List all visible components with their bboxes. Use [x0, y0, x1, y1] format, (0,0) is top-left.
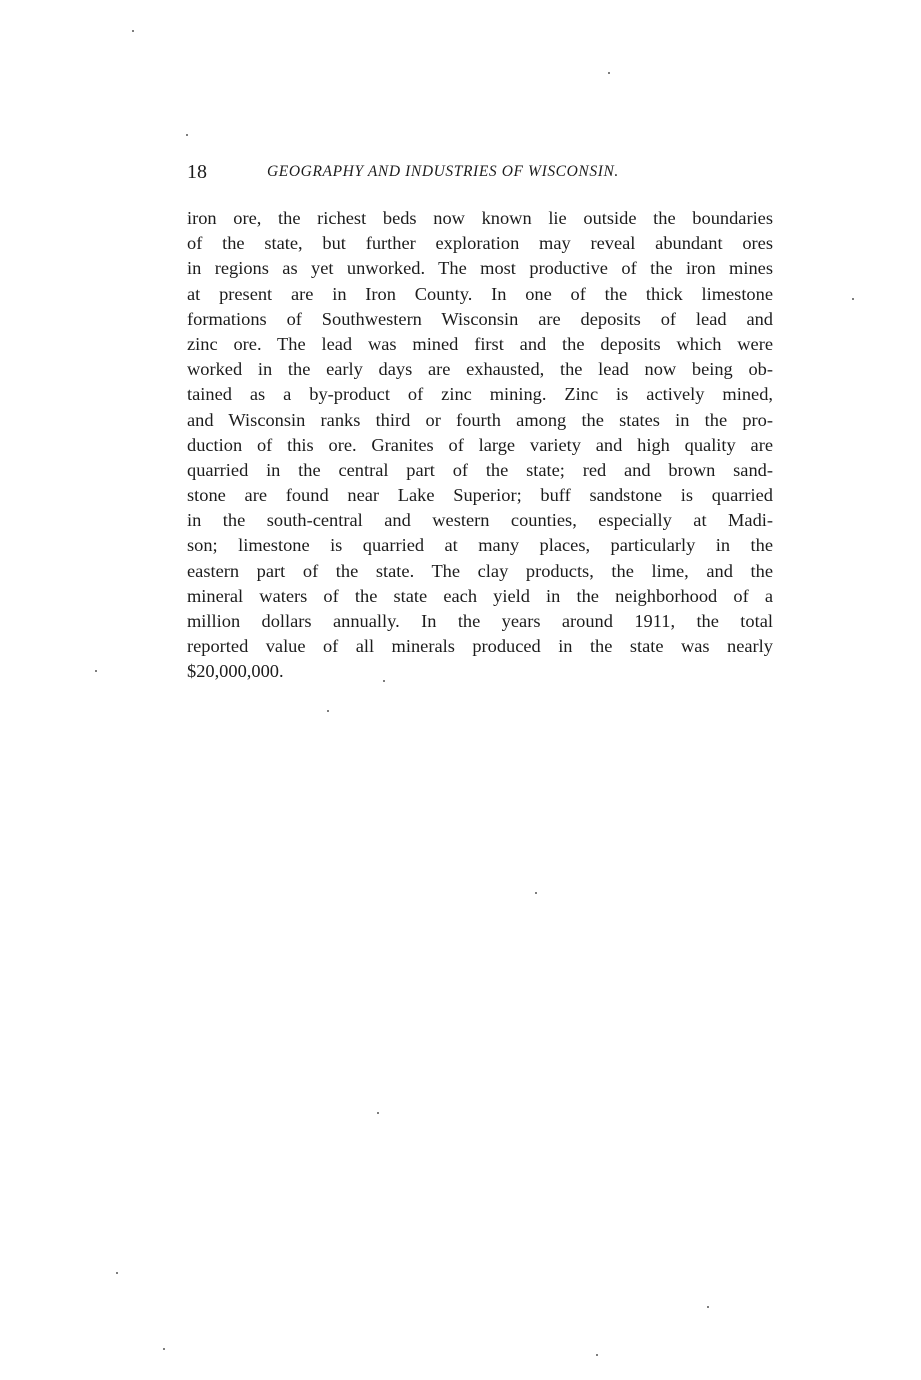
text-line: formations of Southwestern Wisconsin are deposits of lead and	[187, 308, 773, 329]
text-line-last: $20,000,000.	[187, 661, 284, 682]
text-line: zinc ore. The lead was mined first and the deposits which were	[187, 333, 773, 354]
text-line: worked in the early days are exhausted, the lead now being ob-	[187, 359, 773, 380]
text-line: iron ore, the richest beds now known lie outside the boundaries	[187, 208, 773, 228]
text-line: quarried in the central part of the state; red and brown sand-	[187, 459, 773, 480]
text-line: mineral waters of the state each yield in the neighborhood of a	[187, 585, 773, 606]
running-head	[187, 158, 699, 186]
scan-speck	[852, 298, 854, 300]
text-line: eastern part of the state. The clay products, the lime, and the	[187, 560, 773, 581]
text-line: million dollars annually. In the years around 1911, the total	[187, 611, 773, 631]
text-line: stone are found near Lake Superior; buff sandstone is quarried	[187, 485, 773, 506]
text-line: duction of this ore. Granites of large variety and high quality are	[187, 434, 773, 455]
text-line: in the south-central and western counties, especially at Madi-	[187, 510, 773, 531]
text-line: tained as a by-product of zinc mining. Zinc is actively mined,	[187, 384, 773, 405]
text-line: in regions as yet unworked. The most productive of the iron mines	[187, 258, 773, 279]
text-line: at present are in Iron County. In one of the thick limestone	[187, 283, 773, 304]
scan-speck	[596, 1354, 598, 1356]
text-line: son; limestone is quarried at many places, particularly in the	[187, 535, 773, 556]
text-line: reported value of all minerals produced in the state was nearly	[187, 636, 773, 657]
page-number: 18	[187, 161, 207, 183]
running-title: GEOGRAPHY AND INDUSTRIES OF WISCONSIN.	[267, 163, 619, 180]
scan-speck	[327, 710, 329, 712]
scan-speck	[383, 680, 385, 682]
scan-speck	[95, 670, 97, 672]
scan-speck	[377, 1112, 379, 1114]
scan-speck	[186, 134, 188, 136]
scan-speck	[132, 30, 134, 32]
text-line: and Wisconsin ranks third or fourth among the states in the pro-	[187, 409, 773, 430]
scan-speck	[535, 892, 537, 894]
scan-speck	[163, 1348, 165, 1350]
body-paragraph	[187, 206, 773, 685]
scan-speck	[116, 1272, 118, 1274]
scan-speck	[707, 1306, 709, 1308]
text-line: of the state, but further exploration may reveal abundant ores	[187, 233, 773, 254]
scan-speck	[608, 72, 610, 74]
